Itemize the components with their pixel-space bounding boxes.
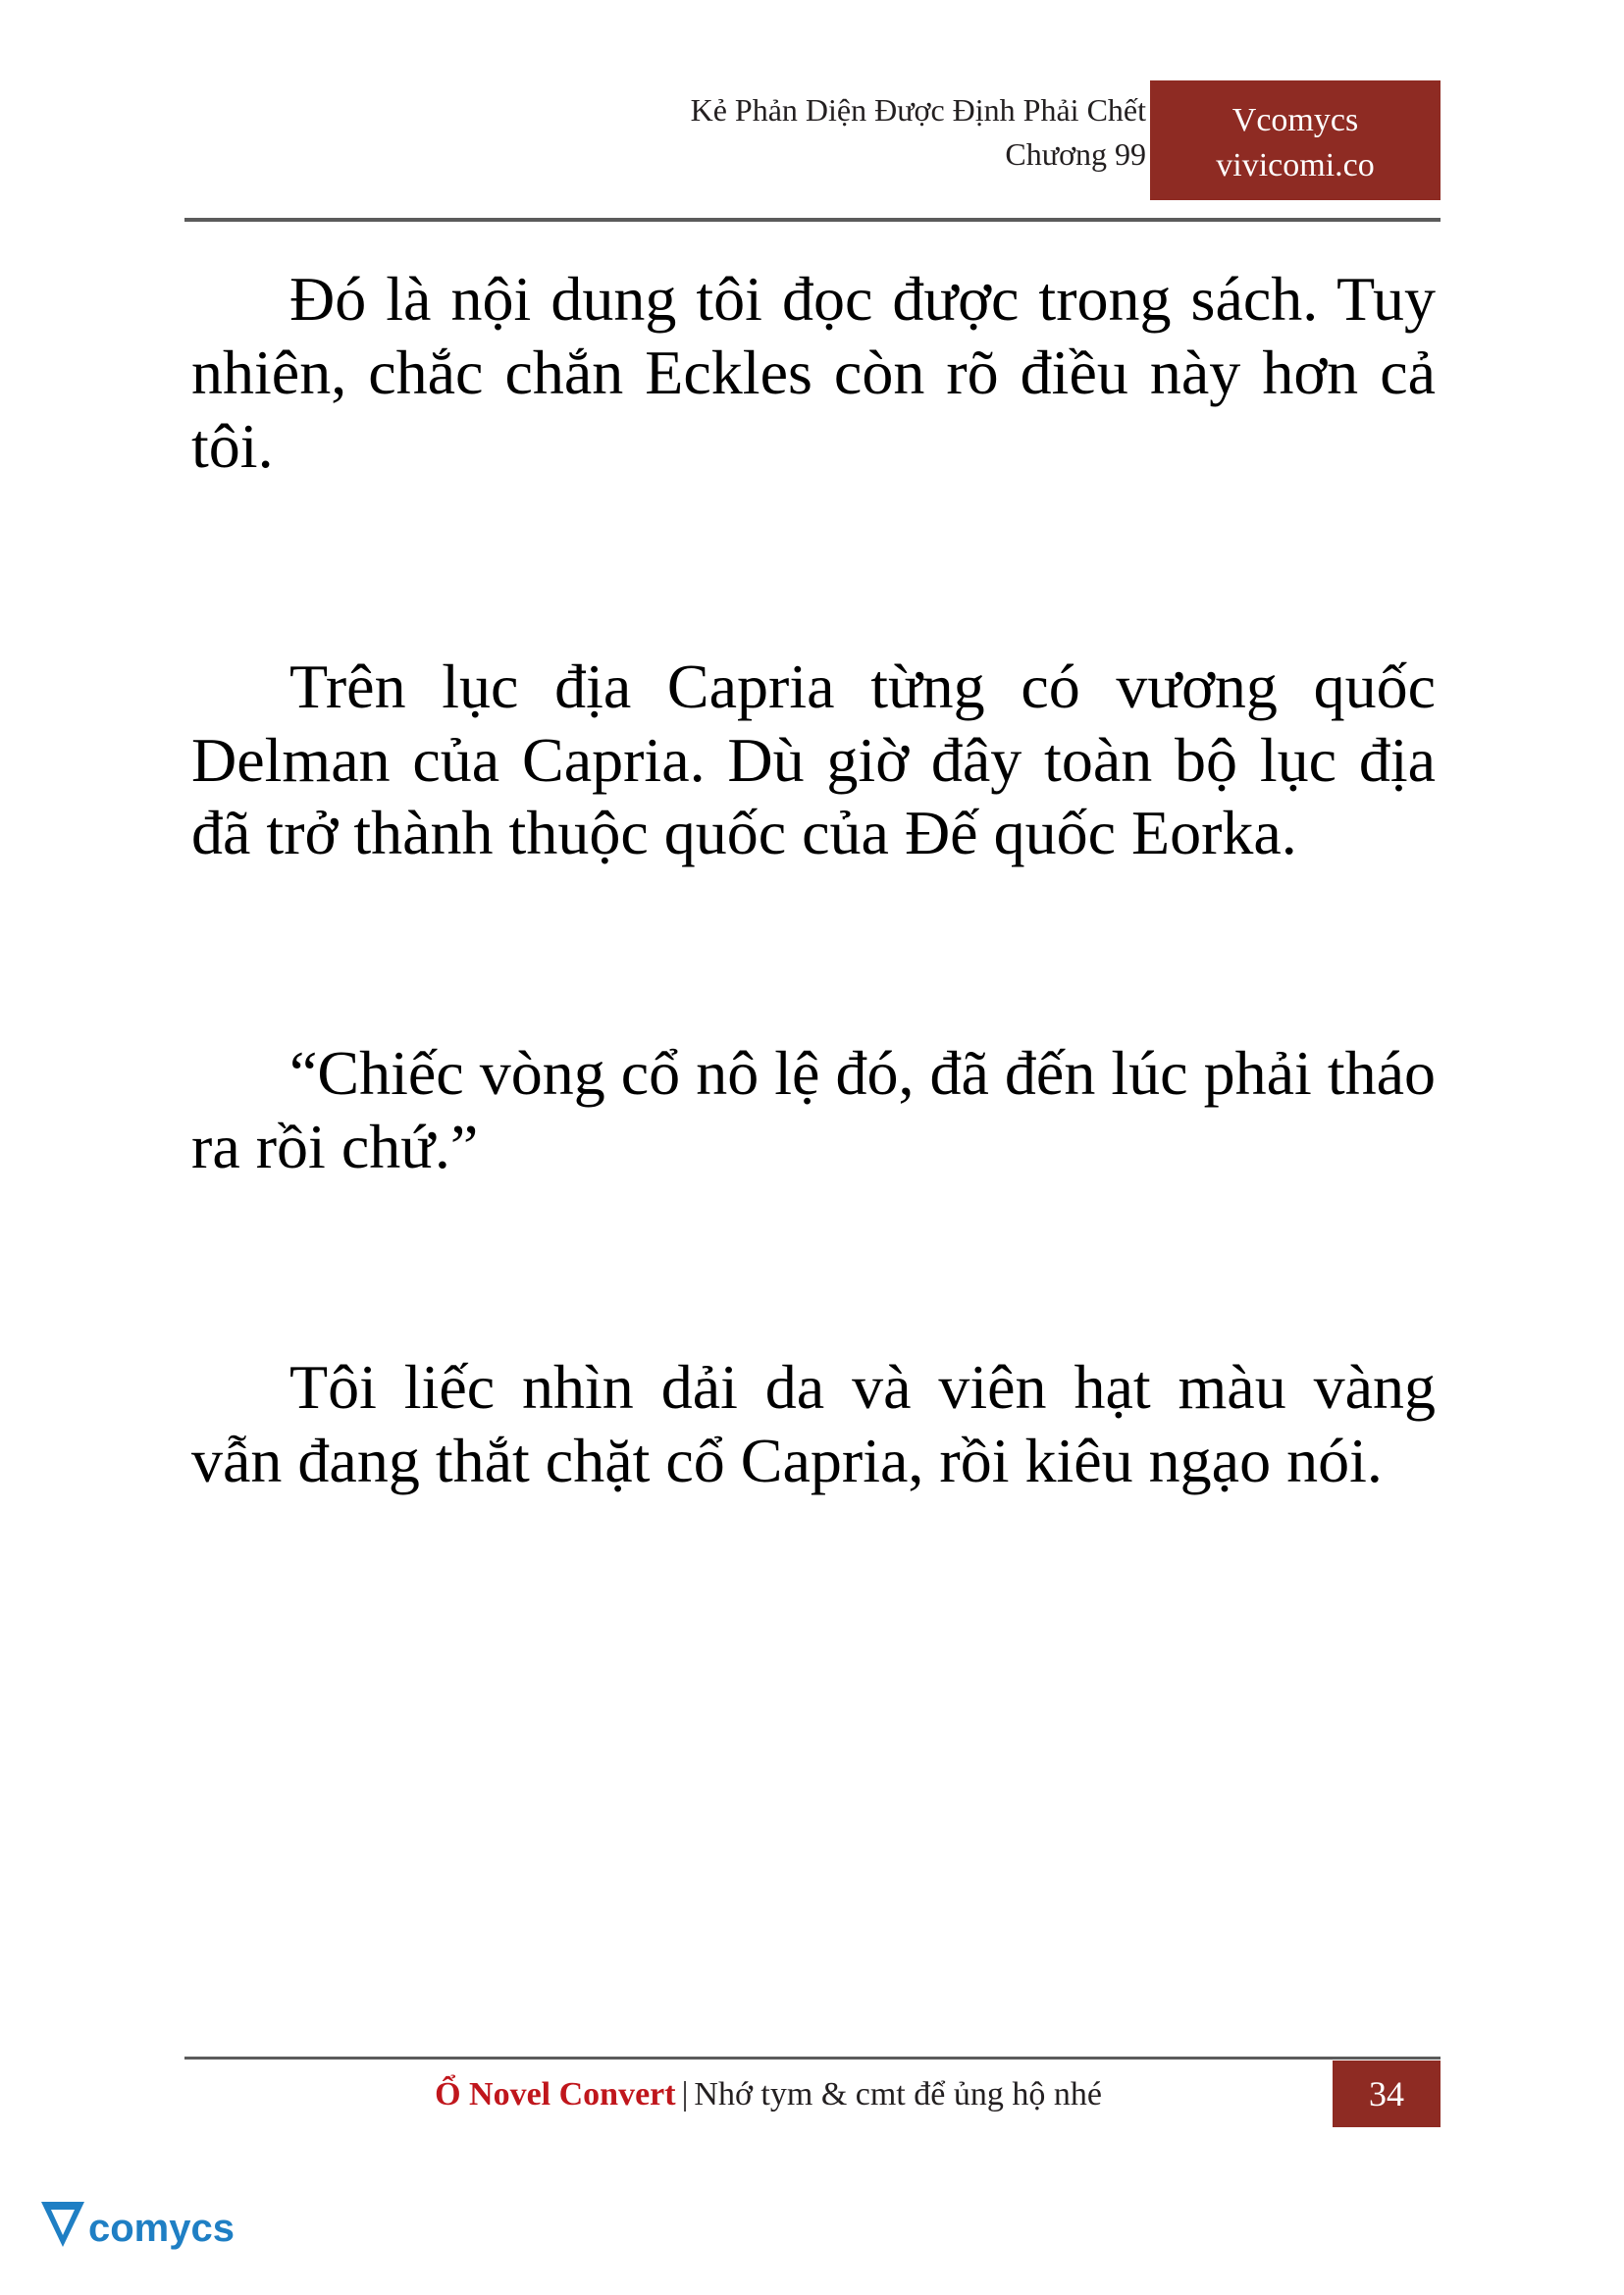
paragraph: Đó là nội dung tôi đọc được trong sách. Tuy nhiên, chắc chắn Eckles còn rõ điều này hơn cả tôi. [191, 264, 1436, 481]
chapter-label: Chương 99 [1005, 136, 1146, 173]
paragraph-gap [191, 574, 1436, 651]
header-divider [184, 218, 1441, 222]
page-header [184, 88, 1441, 224]
footer-separator: | [681, 2076, 689, 2112]
header-title-block [263, 88, 1146, 178]
footer-divider [184, 2057, 1441, 2060]
svg-text:comycs: comycs [88, 2207, 235, 2250]
paragraph-gap [191, 961, 1436, 1037]
site-badge-url: vivicomi.co [1216, 146, 1375, 183]
footer-note: Nhớ tym & cmt để ủng hộ nhé [694, 2076, 1102, 2112]
page-number-badge: 34 [1333, 2060, 1441, 2127]
book-title: Kẻ Phản Diện Được Định Phải Chết [690, 92, 1146, 128]
footer-credit [184, 2076, 1352, 2113]
footer-brand: Ổ Novel Convert [435, 2076, 676, 2112]
page-content [191, 263, 1436, 1589]
vcomycs-logo [37, 2196, 263, 2267]
site-badge-name: Vcomycs [1231, 102, 1359, 138]
page-footer [184, 2068, 1441, 2133]
paragraph-gap [191, 1275, 1436, 1351]
vcomycs-logo-icon [37, 2196, 263, 2267]
paragraph: “Chiếc vòng cổ nô lệ đó, đã đến lúc phải tháo ra rồi chứ.” [191, 1038, 1436, 1182]
site-badge [1150, 80, 1441, 200]
paragraph: Tôi liếc nhìn dải da và viên hạt màu vàng vẫn đang thắt chặt cổ Capria, rồi kiêu ngạo nói. [191, 1352, 1436, 1495]
paragraph: Trên lục địa Capria từng có vương quốc Delman của Capria. Dù giờ đây toàn bộ lục địa đã trở thành thuộc quốc của Đế quốc Eorka. [191, 651, 1436, 868]
